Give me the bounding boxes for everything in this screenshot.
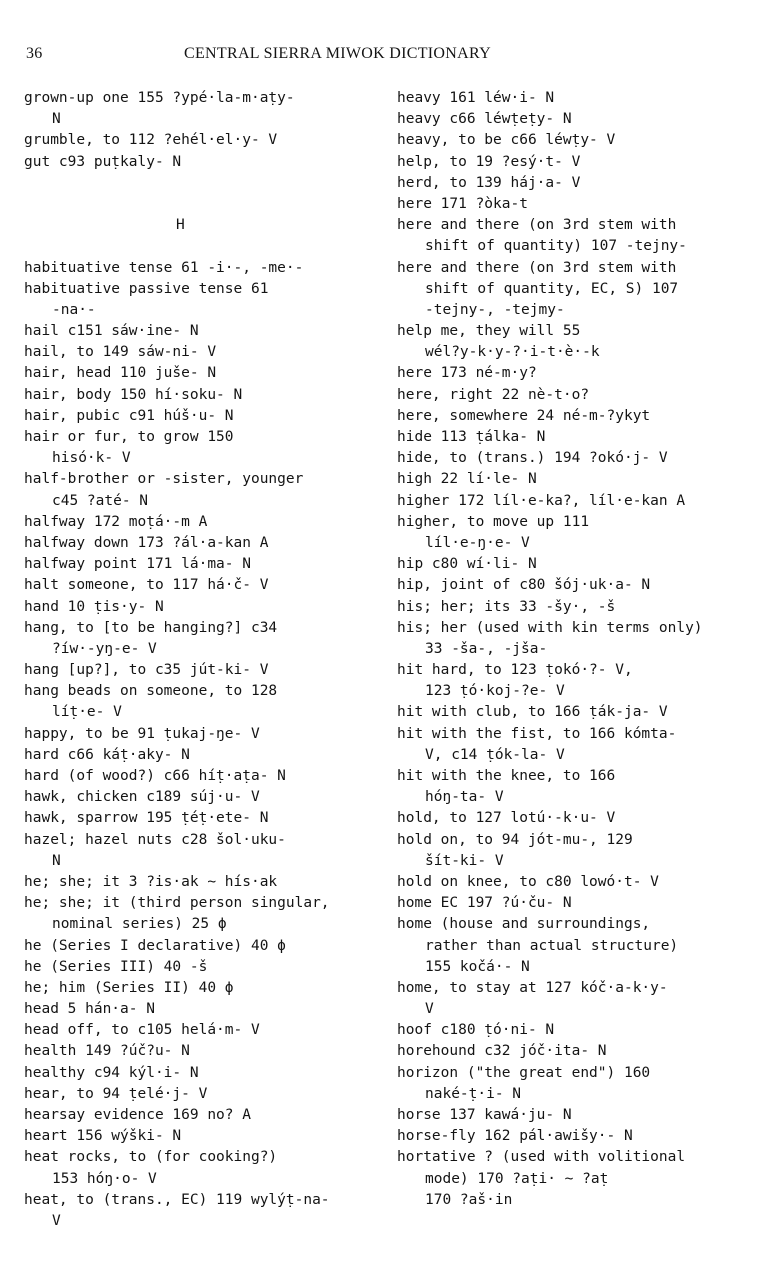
running-title: CENTRAL SIERRA MIWOK DICTIONARY (184, 45, 491, 62)
dictionary-entry-line: horse-fly 162 pál·awišy·- N (397, 1128, 633, 1145)
dictionary-entry-line: hip c80 wí·li- N (397, 556, 537, 573)
right-column (397, 88, 752, 1211)
dictionary-entry-line: home (house and surroundings, (397, 916, 651, 933)
section-heading: H (176, 217, 185, 234)
dictionary-entry-line: N (52, 852, 61, 869)
dictionary-entry-line: hide, to (trans.) 194 ?okó·j- V (397, 450, 668, 467)
dictionary-entry-line: heavy 161 léw·i- N (397, 90, 555, 106)
dictionary-entry-line: hail c151 sáw·ine- N (24, 323, 199, 340)
dictionary-entry-line: he (Series III) 40 -š (24, 958, 208, 975)
page-number: 36 (26, 45, 43, 62)
dictionary-entry-line: herd, to 139 háj·a- V (397, 174, 581, 191)
dictionary-entry-line: help me, they will 55 (397, 323, 581, 340)
dictionary-entry-line: c45 ?até- N (52, 492, 149, 509)
dictionary-entry-line: here and there (on 3rd stem with (397, 259, 677, 276)
dictionary-entry-line: grown-up one 155 ?ypé·la-m·aṭy- (24, 90, 295, 106)
dictionary-entry-line: ?íw·-yŋ-e- V (52, 640, 157, 657)
dictionary-entry-line: he; she; it 3 ?is·ak ~ hís·ak (24, 873, 278, 890)
dictionary-entry-line: hang, to [to be hanging?] c34 (24, 619, 278, 636)
dictionary-entry-line: heavy c66 léwṭeṭy- N (397, 111, 572, 128)
dictionary-entry-line: wél?y-k·y-?·i-t·è·-k (425, 344, 600, 361)
dictionary-entry-line: 155 kočá·- N (425, 958, 530, 975)
dictionary-entry-line: hang [up?], to c35 jút-ki- V (24, 662, 269, 679)
dictionary-entry-line: hazel; hazel nuts c28 šol·uku- (24, 831, 286, 848)
dictionary-entry-line: gut c93 puṭkaly- N (24, 153, 182, 170)
dictionary-entry-line: head 5 hán·a- N (24, 1001, 155, 1018)
dictionary-entry-line: -tejny-, -tejmy- (425, 301, 565, 318)
dictionary-entry-line: hair, pubic c91 húš·u- N (24, 407, 234, 424)
dictionary-entry-line: hair or fur, to grow 150 (24, 429, 234, 445)
dictionary-entry-line: -na·- (52, 301, 96, 318)
dictionary-entry-line: hoof c180 ṭó·ni- N (397, 1022, 555, 1039)
dictionary-entry-line: home, to stay at 127 kóč·a-k·y- (397, 979, 668, 996)
dictionary-entry-line: hair, head 110 juše- N (24, 365, 217, 382)
dictionary-entry-line: higher, to move up 111 (397, 513, 590, 530)
dictionary-entry-line: hear, to 94 ṭelé·j- V (24, 1085, 208, 1102)
dictionary-entry-line: V (425, 1001, 434, 1018)
dictionary-entry-line: his; her; its 33 -šy·, -š (397, 598, 616, 615)
dictionary-entry-line: his; her (used with kin terms only) (397, 619, 703, 636)
dictionary-entry-line: hit with the fist, to 166 kómta- (397, 725, 677, 742)
dictionary-entry-line: head off, to c105 helá·m- V (24, 1022, 260, 1039)
dictionary-entry-line: he; she; it (third person singular, (24, 895, 330, 912)
dictionary-entry-line: hip, joint of c80 šój·uk·a- N (397, 577, 651, 594)
dictionary-entry-line: heat, to (trans., EC) 119 wylýṭ-na- (24, 1191, 330, 1208)
dictionary-entry-line: healthy c94 kýl·i- N (24, 1064, 199, 1081)
dictionary-entry-line: hortative ? (used with volitional (397, 1149, 686, 1166)
dictionary-entry-line: higher 172 líl·e-ka?, líl·e-kan A (397, 492, 686, 509)
dictionary-entry-line: hawk, sparrow 195 ṭéṭ·ete- N (24, 810, 269, 827)
dictionary-entry-line (24, 236, 379, 257)
dictionary-entry-line: hisó·k- V (52, 450, 131, 467)
dictionary-entry-line: hold on knee, to c80 lowó·t- V (397, 873, 659, 890)
dictionary-entry-line: horse 137 kawá·ju- N (397, 1107, 572, 1123)
dictionary-entry-line: hawk, chicken c189 súj·u- V (24, 789, 260, 806)
dictionary-entry-line: rather than actual structure) (425, 937, 679, 954)
dictionary-entry-line: hard c66 káṭ·aky- N (24, 746, 190, 763)
left-column (24, 88, 379, 1232)
dictionary-entry-line: heat rocks, to (for cooking?) (24, 1149, 278, 1166)
dictionary-entry-line: hard (of wood?) c66 híṭ·aṭa- N (24, 768, 286, 784)
dictionary-entry-line: heavy, to be c66 léwṭy- V (397, 132, 616, 149)
dictionary-entry-line (24, 173, 379, 194)
dictionary-entry-line: halfway down 173 ?ál·a-kan A (24, 534, 269, 551)
dictionary-entry-line: hang beads on someone, to 128 (24, 683, 278, 700)
dictionary-entry-line: heart 156 wýški- N (24, 1128, 182, 1145)
dictionary-entry-line: high 22 lí·le- N (397, 471, 537, 488)
dictionary-entry-line: habituative passive tense 61 (24, 280, 269, 297)
dictionary-entry-line: 33 -ša-, -jša- (425, 640, 548, 657)
dictionary-entry-line: here 173 né-m·y? (397, 365, 537, 382)
dictionary-entry-line: hóŋ-ta- V (425, 789, 504, 806)
dictionary-entry-line: horizon ("the great end") 160 (397, 1064, 651, 1081)
dictionary-entry-line: halt someone, to 117 há·č- V (24, 577, 269, 594)
dictionary-entry-line: mode) 170 ?aṭi· ~ ?aṭ (425, 1170, 609, 1187)
page-header (26, 45, 741, 67)
dictionary-entry-line: 123 ṭó·koj-?e- V (425, 683, 565, 700)
dictionary-entry-line: naké-ṭ·i- N (425, 1085, 522, 1102)
dictionary-entry-line: halfway point 171 lá·ma- N (24, 556, 251, 573)
dictionary-entry-line: shift of quantity, EC, S) 107 (425, 280, 679, 297)
dictionary-entry-line: hearsay evidence 169 no? A (24, 1107, 251, 1123)
dictionary-entry-line: hail, to 149 sáw-ni- V (24, 344, 217, 361)
dictionary-entry-line: halfway 172 moṭá·-m A (24, 513, 208, 530)
dictionary-entry-line: grumble, to 112 ?ehél·el·y- V (24, 132, 278, 149)
dictionary-entry-line: V (52, 1212, 61, 1229)
dictionary-entry-line: šít-ki- V (425, 852, 504, 869)
dictionary-entry-line: here 171 ?òka-t (397, 195, 528, 212)
dictionary-entry-line: 153 hóŋ·o- V (52, 1170, 157, 1187)
dictionary-entry-line: líl·e-ŋ·e- V (425, 534, 530, 551)
dictionary-entry-line: hand 10 ṭis·y- N (24, 598, 164, 615)
dictionary-entry-line: here, right 22 nè-t·o? (397, 386, 590, 403)
dictionary-entry-line: horehound c32 jóč·ita- N (397, 1043, 607, 1060)
dictionary-entry-line: hit with the knee, to 166 (397, 768, 616, 784)
dictionary-entry-line: help, to 19 ?esý·t- V (397, 153, 581, 170)
dictionary-entry-line: 170 ?aš·in (425, 1191, 513, 1208)
dictionary-entry-line: N (52, 111, 61, 128)
dictionary-entry-line: here and there (on 3rd stem with (397, 217, 677, 234)
dictionary-entry-line: hair, body 150 hí·soku- N (24, 386, 243, 403)
dictionary-entry-line: he; him (Series II) 40 ϕ (24, 979, 234, 996)
dictionary-entry-line: he (Series I declarative) 40 ϕ (24, 937, 286, 954)
dictionary-entry-line (24, 194, 379, 215)
dictionary-entry-line: líṭ·e- V (52, 704, 122, 721)
dictionary-entry-line: nominal series) 25 ϕ (52, 916, 227, 933)
dictionary-entry-line: half-brother or -sister, younger (24, 471, 304, 488)
dictionary-entry-line: happy, to be 91 ṭukaj-ŋe- V (24, 725, 260, 742)
dictionary-entry-line: hold, to 127 lotú·-k·u- V (397, 810, 616, 827)
dictionary-entry-line: hit hard, to 123 ṭokó·?- V, (397, 662, 633, 679)
dictionary-entry-line: V, c14 ṭók-la- V (425, 746, 565, 763)
dictionary-entry-line: shift of quantity) 107 -tejny- (425, 238, 687, 255)
dictionary-entry-line: health 149 ?úč?u- N (24, 1043, 190, 1060)
dictionary-entry-line: here, somewhere 24 né-m-?ykyt (397, 407, 651, 424)
dictionary-entry-line: hit with club, to 166 ṭák-ja- V (397, 704, 668, 721)
dictionary-entry-line: hide 113 ṭálka- N (397, 429, 546, 445)
dictionary-entry-line: habituative tense 61 -i·-, -me·- (24, 259, 304, 276)
dictionary-entry-line: hold on, to 94 jót-mu-, 129 (397, 831, 633, 848)
dictionary-entry-line: home EC 197 ?ú·ču- N (397, 895, 572, 912)
